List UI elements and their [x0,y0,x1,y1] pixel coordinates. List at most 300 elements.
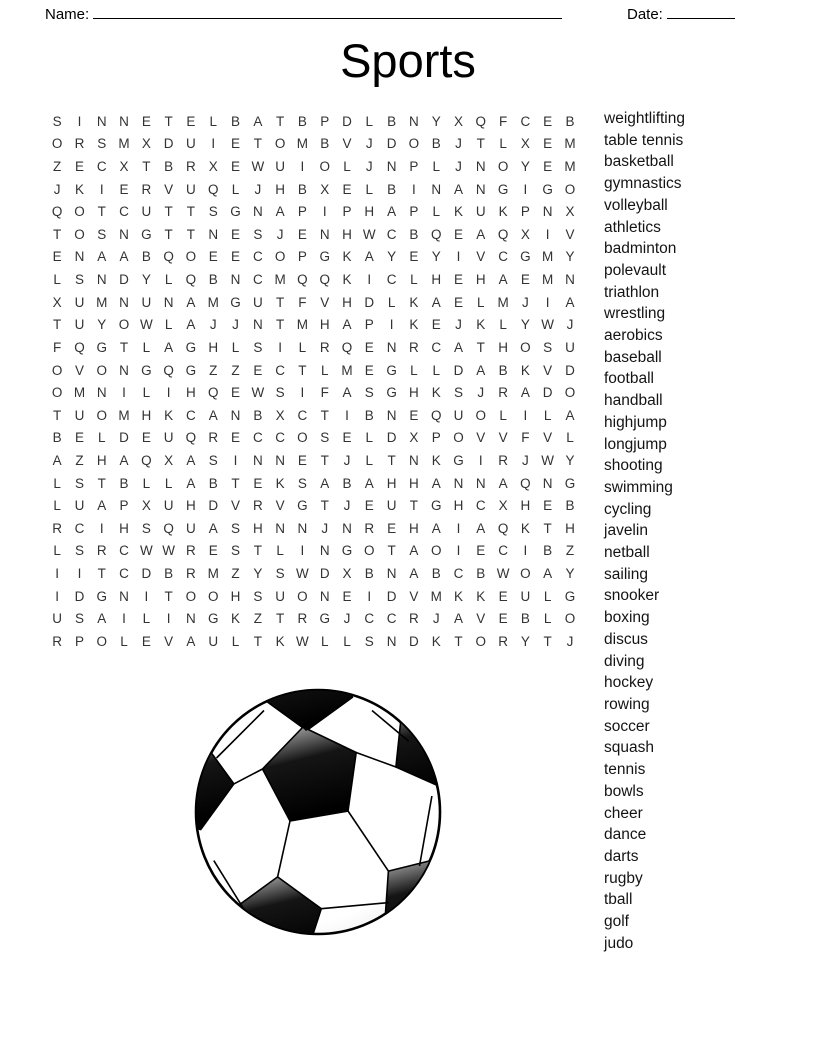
date-blank-line[interactable] [667,5,735,19]
date-label: Date: [627,6,663,23]
grid-letter: N [386,159,397,175]
grid-letter: X [141,136,151,152]
grid-letter: S [97,136,107,152]
grid-letter: C [275,430,285,446]
grid-letter: L [231,633,240,649]
grid-letter: S [74,543,84,559]
grid-letter: Y [97,317,107,333]
grid-letter: D [565,362,575,378]
grid-letter: R [498,452,508,468]
grid-letter: S [364,385,374,401]
grid-letter: N [319,543,330,559]
grid-letter: C [475,498,486,514]
grid-letter: T [253,136,262,152]
grid-letter: M [73,385,86,401]
grid-letter: P [520,204,530,220]
grid-letter: X [119,159,129,175]
grid-letter: N [386,407,397,423]
grid-letter: Q [297,272,308,288]
grid-letter: E [498,588,508,604]
grid-letter: B [565,498,575,514]
name-field-row [45,5,562,23]
grid-letter: J [343,611,351,627]
grid-letter: E [476,543,486,559]
grid-letter: A [97,611,107,627]
grid-letter: Q [207,385,219,401]
grid-letter: Q [163,520,174,536]
grid-letter: U [186,136,196,152]
grid-letter: B [208,475,218,491]
grid-letter: X [164,452,174,468]
grid-letter: B [520,611,530,627]
grid-letter: E [342,181,352,197]
grid-letter: L [410,272,418,288]
grid-letter: O [74,226,85,242]
grid-letter: E [364,498,374,514]
word-item: bowls [604,782,644,800]
grid-letter: D [163,136,174,152]
grid-letter: S [253,588,263,604]
grid-letter: E [231,159,241,175]
word-item: table tennis [604,131,684,149]
grid-letter: V [476,611,486,627]
word-item: handball [604,392,663,410]
grid-letter: G [230,204,241,220]
grid-letter: T [454,633,463,649]
grid-letter: B [409,226,419,242]
grid-letter: I [77,565,82,581]
grid-letter: B [565,113,575,129]
grid-letter: I [300,543,305,559]
grid-letter: T [119,339,129,355]
grid-letter: M [542,272,554,288]
grid-letter: Q [430,226,442,242]
word-item: shooting [604,457,663,475]
ball-pentagon-lower-right [385,858,445,945]
grid-letter: M [96,294,108,310]
grid-letter: M [296,317,309,333]
grid-letter: C [386,226,397,242]
grid-letter: U [141,294,152,310]
grid-letter: N [542,204,553,220]
grid-letter: C [520,113,531,129]
word-item: boxing [604,609,650,627]
grid-letter: O [475,633,487,649]
grid-letter: K [431,385,441,401]
grid-letter: S [141,520,151,536]
grid-letter: I [456,520,461,536]
grid-letter: J [254,181,262,197]
grid-letter: L [209,113,217,129]
grid-letter: A [453,339,463,355]
grid-letter: T [231,475,240,491]
grid-letter: P [320,113,330,129]
grid-letter: R [252,498,263,514]
grid-letter: Q [430,407,442,423]
grid-letter: Y [387,249,397,265]
grid-letter: J [432,611,440,627]
grid-letter: I [478,452,483,468]
grid-letter: Q [74,339,85,355]
word-item: highjump [604,413,667,431]
grid-letter: L [365,430,374,446]
grid-letter: G [96,339,107,355]
grid-letter: O [564,181,576,197]
grid-letter: M [341,362,353,378]
grid-letter: E [74,159,84,175]
name-blank-line[interactable] [93,5,562,19]
word-item: wrestling [604,305,666,323]
grid-letter: X [141,498,151,514]
grid-letter: O [96,362,107,378]
word-item: darts [604,847,639,865]
word-item: tball [604,891,633,909]
grid-letter: N [186,611,196,627]
grid-letter: L [164,272,173,288]
grid-letter: O [118,317,130,333]
grid-letter: T [253,633,262,649]
grid-letter: Y [253,565,263,581]
grid-letter: E [543,113,553,129]
grid-letter: O [564,611,576,627]
grid-letter: O [207,588,219,604]
grid-letter: W [251,159,265,175]
grid-letter: X [520,226,530,242]
grid-letter: O [319,159,330,175]
grid-letter: J [477,385,485,401]
grid-letter: E [543,136,553,152]
grid-letter: N [96,113,107,129]
grid-letter: T [97,204,106,220]
grid-letter: G [185,339,197,355]
grid-letter: Y [565,565,575,581]
grid-letter: V [231,498,241,514]
grid-letter: A [453,611,463,627]
grid-letter: T [275,113,285,129]
grid-letter: N [342,520,352,536]
grid-letter: A [431,520,441,536]
grid-letter: J [232,317,239,333]
grid-letter: C [297,407,308,423]
grid-letter: N [119,113,129,129]
grid-letter: S [74,475,84,491]
grid-letter: S [74,611,84,627]
grid-letter: A [320,475,330,491]
grid-letter: K [476,588,486,604]
grid-letter: T [387,452,396,468]
grid-letter: O [475,407,487,423]
grid-letter: N [119,226,129,242]
grid-letter: M [430,588,442,604]
grid-letter: A [476,520,486,536]
grid-letter: E [342,588,352,604]
grid-letter: P [409,159,419,175]
grid-letter: R [96,543,107,559]
grid-letter: E [498,611,508,627]
grid-letter: A [476,362,486,378]
grid-letter: L [142,385,151,401]
grid-letter: S [97,226,107,242]
grid-letter: N [74,249,85,265]
grid-letter: E [231,385,241,401]
grid-letter: A [186,294,196,310]
grid-letter: U [453,407,464,423]
grid-letter: L [142,611,151,627]
grid-letter: O [185,588,197,604]
grid-letter: I [55,565,60,581]
grid-letter: O [564,385,576,401]
grid-letter: E [342,430,352,446]
grid-letter: F [298,294,307,310]
grid-letter: L [53,272,61,288]
word-item: netball [604,544,650,562]
grid-letter: H [431,272,442,288]
grid-letter: I [389,317,394,333]
grid-letter: W [139,543,153,559]
grid-letter: I [122,385,126,401]
grid-letter: C [252,249,263,265]
grid-letter: G [386,385,397,401]
grid-letter: E [297,226,307,242]
grid-letter: Q [497,520,509,536]
grid-letter: N [163,294,174,310]
grid-letter: W [139,317,153,333]
grid-letter: N [386,633,397,649]
date-field-row [627,5,735,23]
grid-letter: E [74,430,84,446]
grid-letter: L [543,611,552,627]
word-item: rowing [604,695,650,713]
grid-letter: I [367,588,372,604]
grid-letter: D [119,272,129,288]
grid-letter: F [53,339,62,355]
grid-letter: L [53,475,61,491]
grid-letter: V [320,294,330,310]
grid-letter: E [52,249,62,265]
grid-letter: T [298,362,307,378]
word-item: longjump [604,435,667,453]
grid-letter: G [207,611,219,627]
grid-letter: N [297,520,308,536]
grid-letter: N [275,452,285,468]
grid-letter: N [96,272,107,288]
grid-letter: K [409,294,419,310]
grid-letter: X [520,136,530,152]
grid-letter: K [231,611,241,627]
grid-letter: A [431,475,441,491]
grid-letter: E [409,407,419,423]
grid-letter: E [431,317,441,333]
grid-letter: S [74,272,84,288]
grid-letter: Y [141,272,151,288]
grid-letter: E [186,113,196,129]
word-list [604,108,685,954]
grid-letter: L [365,113,374,129]
grid-letter: E [453,226,463,242]
word-item: weightlifting [604,110,685,127]
grid-letter: I [77,113,82,129]
grid-letter: Q [475,113,487,129]
grid-letter: L [477,294,485,310]
grid-letter: P [431,430,441,446]
grid-letter: H [409,475,419,491]
grid-letter: U [74,317,85,333]
grid-letter: A [52,452,62,468]
grid-letter: A [409,543,419,559]
grid-letter: T [164,113,173,129]
word-item: rugby [604,869,643,887]
grid-letter: P [342,204,352,220]
grid-letter: H [252,520,263,536]
grid-letter: J [455,317,462,333]
grid-letter: A [164,339,174,355]
grid-letter: L [97,430,106,446]
grid-letter: C [498,543,508,559]
grid-letter: T [97,475,106,491]
grid-letter: U [386,498,397,514]
grid-letter: P [409,204,419,220]
grid-letter: I [523,543,528,559]
grid-letter: E [253,475,263,491]
grid-letter: Z [53,159,62,175]
grid-letter: D [453,362,464,378]
grid-letter: C [364,611,375,627]
grid-letter: T [164,588,173,604]
grid-letter: I [55,588,60,604]
grid-letter: L [320,633,329,649]
grid-letter: P [297,204,307,220]
grid-letter: V [164,633,174,649]
grid-letter: L [298,339,307,355]
grid-letter: Q [207,181,219,197]
grid-letter: E [453,272,463,288]
grid-letter: E [231,226,241,242]
grid-letter: L [231,339,240,355]
grid-letter: H [342,226,352,242]
grid-letter: N [386,339,397,355]
grid-letter: I [300,159,305,175]
grid-letter: I [367,272,372,288]
grid-letter: Q [185,430,197,446]
grid-letter: N [565,272,575,288]
grid-letter: S [253,226,263,242]
grid-letter: K [431,633,441,649]
word-item: gymnastics [604,175,682,193]
grid-letter: R [186,159,196,175]
grid-letter: L [566,430,574,446]
grid-letter: E [141,633,151,649]
grid-letter: B [387,181,397,197]
grid-letter: G [453,452,464,468]
grid-letter: D [319,565,330,581]
grid-letter: G [564,475,576,491]
grid-letter: M [564,136,576,152]
grid-letter: A [565,294,575,310]
grid-letter: D [386,430,397,446]
grid-letter: E [253,362,263,378]
grid-letter: J [455,159,462,175]
grid-letter: I [545,294,550,310]
grid-letter: G [297,498,308,514]
grid-letter: Z [231,565,240,581]
grid-letter: B [364,407,374,423]
word-item: cycling [604,500,652,518]
grid-letter: H [186,385,196,401]
grid-letter: S [231,543,241,559]
grid-letter: Y [520,633,530,649]
grid-letter: A [208,407,218,423]
grid-letter: J [522,294,529,310]
grid-letter: P [119,498,129,514]
grid-letter: E [208,543,218,559]
grid-letter: C [119,543,129,559]
grid-letter: T [97,565,106,581]
grid-letter: H [498,339,508,355]
grid-letter: H [230,588,241,604]
grid-letter: B [253,407,263,423]
grid-letter: D [342,113,352,129]
grid-letter: L [343,159,351,175]
grid-letter: Z [209,362,218,378]
grid-letter: X [208,159,218,175]
grid-letter: T [164,204,173,220]
grid-letter: X [498,498,508,514]
grid-letter: H [119,520,129,536]
grid-letter: C [186,407,196,423]
grid-letter: J [343,498,351,514]
grid-letter: A [119,249,129,265]
grid-letter: U [74,498,85,514]
grid-letter: H [520,498,531,514]
grid-letter: M [118,136,130,152]
grid-letter: S [253,339,263,355]
grid-letter: B [498,362,508,378]
grid-letter: Q [163,362,174,378]
grid-letter: W [162,543,175,559]
grid-letter: C [252,430,263,446]
grid-letter: H [565,520,575,536]
page-title: Sports [340,34,476,87]
grid-letter: A [364,475,374,491]
grid-letter: G [430,498,442,514]
grid-letter: O [274,136,286,152]
grid-letter: X [320,181,330,197]
grid-letter: R [186,543,196,559]
grid-letter: B [164,159,174,175]
grid-letter: Y [520,317,530,333]
grid-letter: K [342,272,352,288]
grid-letter: C [74,520,85,536]
grid-letter: T [275,611,285,627]
grid-letter: K [409,317,419,333]
grid-letter: M [207,294,219,310]
grid-letter: U [186,181,196,197]
grid-letter: B [52,430,62,446]
grid-letter: A [186,452,196,468]
grid-letter: H [364,204,375,220]
grid-letter: A [409,565,419,581]
grid-letter: R [364,520,375,536]
grid-letter: H [475,272,486,288]
grid-letter: B [297,113,307,129]
grid-letter: T [186,204,196,220]
grid-letter: O [51,362,63,378]
grid-letter: I [545,226,550,242]
grid-letter: B [320,136,330,152]
grid-letter: X [275,407,285,423]
word-item: golf [604,913,629,931]
grid-letter: L [543,407,552,423]
